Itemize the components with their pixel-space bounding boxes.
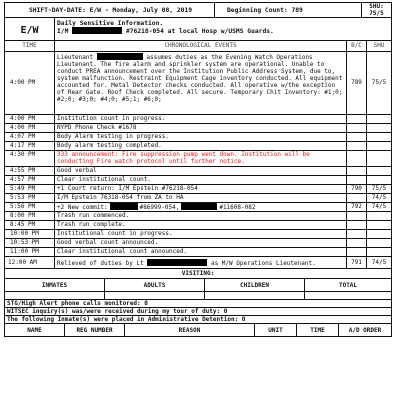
shu-value: 75/5 [369,10,384,17]
visiting-header-row [5,279,392,292]
visiting-adults: ADULTS [105,279,205,291]
redaction-block [97,53,143,60]
entry-time: 4:00 PM [5,124,55,132]
col-shu: SHU [367,41,392,51]
entry-time: 4:17 PM [5,142,55,150]
entry-shu [367,133,392,141]
visiting-title-row [5,269,392,279]
entry-event: 333 announcement: Fire suppression pump went down. Institution will be conducting Fire watch protocol until further notice. [55,151,347,166]
entry-event: NYPD Phone Check #1678 [55,124,347,132]
log-entry-last [5,257,392,269]
first-entry-text: assumes duties as the Evening Watch Operations Lieutenant. The fire alarm and sprinkler system are operational. Unable to conduct PREA announcement over the Institution Public Address System, due to, system malfunction. Restraint Equipment Cage inventory conducted. All equipment accounted for. Metal Detector checks conducted. All operative w/the exception of Rear Gate. Roof Check completed. All secure. Temporary Chit Inventory: #1;0; #2;0; #3;0; #4;0; #5;1; #6;0; [57,54,343,103]
entry-shu: 75/5 [367,185,392,193]
log-entry [5,212,392,221]
admin-col-reason: REASON [125,324,255,336]
header-row [5,2,392,18]
redaction-block [147,259,207,266]
entry-shu: 74/5 [367,257,392,268]
stg-row [5,300,392,308]
daily-info-row [5,18,392,41]
log-entry [5,203,392,212]
shift-log-sheet [4,2,392,337]
entry-shu [367,239,392,247]
entry-time: 5:56 PM [5,203,55,211]
admin-col-time: TIME [297,324,339,336]
entry-time: 5:53 PM [5,194,55,202]
entry-event: Institution count in progress. [55,115,347,123]
entry-time: 4:00 PM [5,115,55,123]
entry-shu [367,221,392,229]
visiting-inmates: INMATES [5,279,105,291]
entry-time: 4:57 PM [5,176,55,184]
visiting-value-row [5,292,392,300]
admin-col-unit: UNIT [255,324,297,336]
entry-bc [347,248,367,256]
commit-prefix: +2 New commit: [57,204,108,211]
shift-date: SHIFT-DAY-DATE: E/W - Monday, July 08, 2019 [5,3,215,17]
entry-bc [347,167,367,175]
daily-info-prefix: I/M [57,28,69,36]
log-entry [5,142,392,151]
entry-bc [347,221,367,229]
log-entry [5,176,392,185]
stg-text: STG/High Alert phone calls monitored: 0 [5,300,392,307]
admin-row [5,316,392,324]
entry-time: 12:00 AM [5,257,55,268]
entry-bc: 792 [347,203,367,211]
redaction-block [110,203,138,210]
shu-header [362,3,392,17]
entry-bc: 791 [347,257,367,268]
visiting-cell [205,292,305,299]
entry-shu [367,167,392,175]
entry-event: Clear institutional count announced. [55,248,347,256]
beginning-count: Beginning Count: 789 [215,3,362,17]
entry-shu [367,176,392,184]
log-entry [5,133,392,142]
entry-shu [367,230,392,238]
entry-event: Good verbal count announced. [55,239,347,247]
col-events: CHRONOLOGICAL EVENTS [55,41,347,51]
entry-bc [347,239,367,247]
daily-info-suffix: #76218-054 at local Hosp w/USMS Guards. [125,28,274,36]
log-entry [5,230,392,239]
entry-time: 4:00 PM [5,52,55,114]
entry-bc [347,230,367,238]
entry-event: Clear institutional count. [55,176,347,184]
entry-shu [367,115,392,123]
entry-bc [347,142,367,150]
col-bc: B/C [347,41,367,51]
redaction-block [72,27,122,34]
entry-bc [347,194,367,202]
entry-bc: 790 [347,185,367,193]
log-entry [5,124,392,133]
log-entry [5,167,392,176]
log-entry-first [5,52,392,115]
col-time: TIME [5,41,55,51]
entry-event [55,257,347,268]
entry-event: Body Alarm testing in progress. [55,133,347,141]
log-entry [5,194,392,203]
entry-bc [347,176,367,184]
admin-col-reg: REG NUMBER [65,324,125,336]
entry-event [55,203,347,211]
visiting-cell [305,292,392,299]
admin-col-order: A/D ORDER [339,324,392,336]
entry-event: Trash run complete. [55,221,347,229]
log-entry [5,115,392,124]
entry-bc [347,115,367,123]
entry-bc [347,151,367,166]
visiting-children: CHILDREN [205,279,305,291]
visiting-title: VISITING: [5,269,392,278]
daily-info-line1: Daily Sensitive Information. [57,20,164,27]
entry-event: +1 Court return: I/M Epstein #76218-054 [55,185,347,193]
entry-event: Good verbal [55,167,347,175]
daily-info-line2 [57,27,391,35]
entry-time: 5:49 PM [5,185,55,193]
entry-event: Institutional count in progress. [55,230,347,238]
entry-shu [367,151,392,166]
entry-shu: 74/5 [367,194,392,202]
admin-table-header [5,324,392,337]
relieved-prefix: Relieved of duties by Lt [57,260,144,267]
entry-time: 10:00 PM [5,230,55,238]
entry-bc [347,212,367,220]
log-entry [5,185,392,194]
witsec-row [5,308,392,316]
entry-time: 8:00 PM [5,212,55,220]
log-entry [5,151,392,167]
relieved-suffix: as M/W Operations Lieutenant. [210,260,316,267]
log-entry [5,239,392,248]
entry-bc [347,133,367,141]
entry-shu [367,142,392,150]
visiting-total: TOTAL [305,279,392,291]
entry-event [55,52,347,114]
entry-event: Trash run commenced. [55,212,347,220]
entry-shu [367,212,392,220]
redaction-block [181,203,217,210]
entry-time: 8:45 PM [5,221,55,229]
entry-shu: 75/5 [367,52,392,114]
shu-label: SHU: [369,3,384,10]
shift-code: E/W [5,18,55,40]
witsec-text: WITSEC inquiry(s) was/were received during my tour of duty: 0 [5,308,392,315]
daily-info [55,18,392,40]
entry-bc: 789 [347,52,367,114]
commit-mid: #86999-054, [139,204,180,211]
entry-time: 10:53 PM [5,239,55,247]
entry-time: 11:00 PM [5,248,55,256]
column-header-row [5,41,392,52]
entry-shu [367,248,392,256]
entry-time: 4:55 PM [5,167,55,175]
visiting-cell [105,292,205,299]
visiting-cell [5,292,105,299]
log-entry [5,221,392,230]
entry-shu: 74/5 [367,203,392,211]
admin-col-name: NAME [5,324,65,336]
entry-event: Body alarm testing completed. [55,142,347,150]
lieutenant-label: Lieutenant [57,54,94,61]
entry-shu [367,124,392,132]
entry-time: 4:07 PM [5,133,55,141]
entry-event: I/M Epstein 76318-054 from ZA to HA [55,194,347,202]
log-entry [5,248,392,257]
commit-suffix: #11608-082 [219,204,256,211]
entry-bc [347,124,367,132]
admin-text: The following Inmate(s) were placed in Administrative Detention: 0 [5,316,392,323]
entry-time: 4:30 PM [5,151,55,166]
log-entries [5,115,392,257]
